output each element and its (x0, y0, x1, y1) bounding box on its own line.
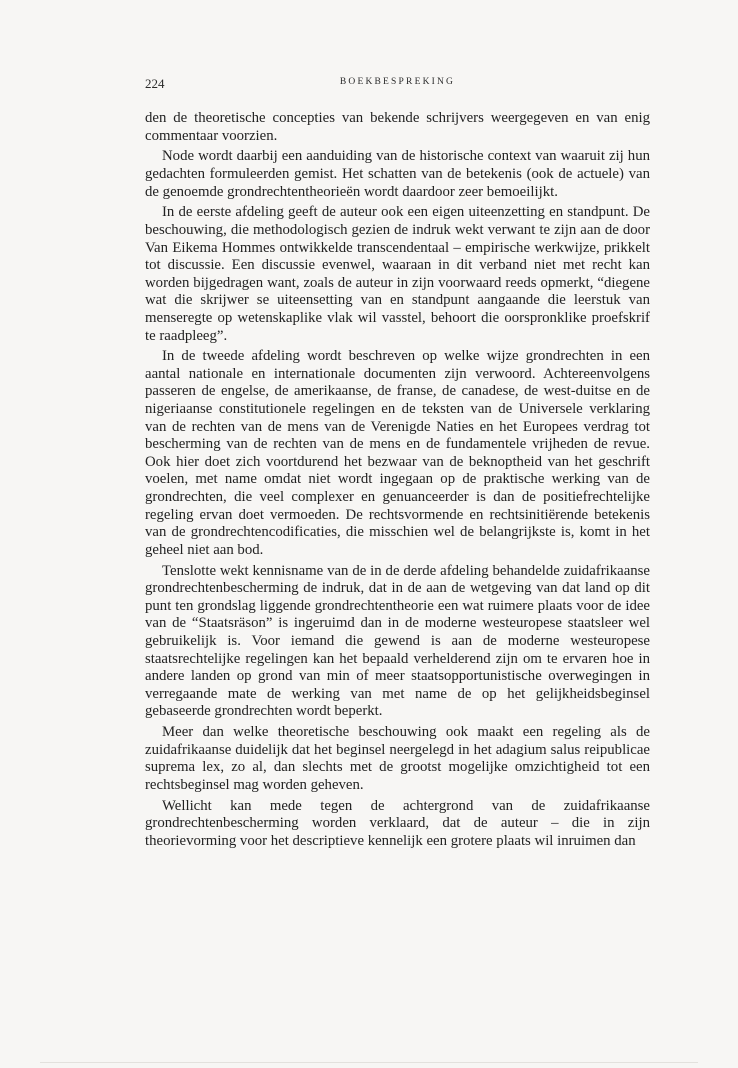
paragraph: In de tweede afdeling wordt beschreven op welke wijze grondrechten in een aantal nationale en internationale documenten zijn verwoord. Achtereenvolgens passeren de engelse, de amerikaanse, de franse, de canadese, de west-duitse en de nigeriaanse constitutionele regelingen en de teksten van de Universele verklaring van de rechten van de mens van de Verenigde Naties en het Europees verdrag tot bescherming van de rechten van de mens en de fundamentele vrijheden de revue. Ook hier doet zich voortdurend het bezwaar van de beknoptheid van het geschrift voelen, met name omdat niet wordt ingegaan op de praktische werking van de grondrechten, die veel complexer en genuanceerder is dan de positiefrechtelijke regeling ervan doet vermoeden. De rechtsvormende en rechtsinitiërende betekenis van de grondrechtencodificaties, die misschien wel de belangrijkste is, komt in het geheel niet aan bod. (145, 348, 650, 558)
scan-edge-line (40, 1062, 698, 1063)
page-header (145, 76, 650, 92)
page-number: 224 (145, 76, 165, 91)
paragraph: In de eerste afdeling geeft de auteur ook een eigen uiteenzetting en standpunt. De beschouwing, die methodologisch gezien de indruk wekt verwant te zijn aan de door Van Eikema Hommes ontwikkelde transcendentaal – empirische werkwijze, prikkelt tot discussie. Een discussie evenwel, waaraan in dit verband niet met recht kan worden bijgedragen want, zoals de auteur in zijn voorwaard reeds opmerkt, “diegene wat die skrijwer se uiteensetting van en standpunt aangaande die leerstuk van menseregte op wetenskaplike vlak wil vasstel, behoort die oorspronklike proefskrif te raadpleeg”. (145, 204, 650, 344)
paragraph: Node wordt daarbij een aanduiding van de historische context van waaruit zij hun gedachten formuleerden gemist. Het schatten van de betekenis (ook de actuele) van de genoemde grondrechtentheorieën wordt daardoor zeer bemoeilijkt. (145, 148, 650, 200)
paragraph: Tenslotte wekt kennisname van de in de derde afdeling behandelde zuidafrikaanse grondrechtenbescherming de indruk, dat in de aan de wetgeving van dat land op dit punt ten grondslag liggende grondrechtentheorie een wat ruimere plaats voor de idee van de “Staatsräson” is ingeruimd dan in de moderne westeuropese staatsleer wel gebruikelijk is. Voor iemand die gewend is aan de moderne westeuropese staatsrechtelijke regelingen kan het bepaald verhelderend zijn om te ervaren hoe in andere landen op grond van min of meer staatsopportunistische overwegingen in verregaande mate de werking van met name de op het gelijkheidsbeginsel gebaseerde grondrechten wordt beperkt. (145, 562, 650, 720)
paragraph: den de theoretische concepties van bekende schrijvers weergegeven en van enig commentaar voorzien. (145, 110, 650, 144)
body-text (145, 110, 650, 854)
paragraph: Meer dan welke theoretische beschouwing ook maakt een regeling als de zuidafrikaanse duidelijk dat het beginsel neergelegd in het adagium salus reipublicae suprema lex, zo al, dan slechts met de grootst mogelijke omzichtigheid tot een rechtsbeginsel mag worden geheven. (145, 724, 650, 793)
running-head: BOEKBESPREKING (339, 77, 456, 87)
paragraph: Wellicht kan mede tegen de achtergrond van de zuidafrikaanse grondrechtenbescherming worden verklaard, dat de auteur – die in zijn theorievorming voor het descriptieve kennelijk een grotere plaats wil inruimen dan (145, 797, 650, 849)
